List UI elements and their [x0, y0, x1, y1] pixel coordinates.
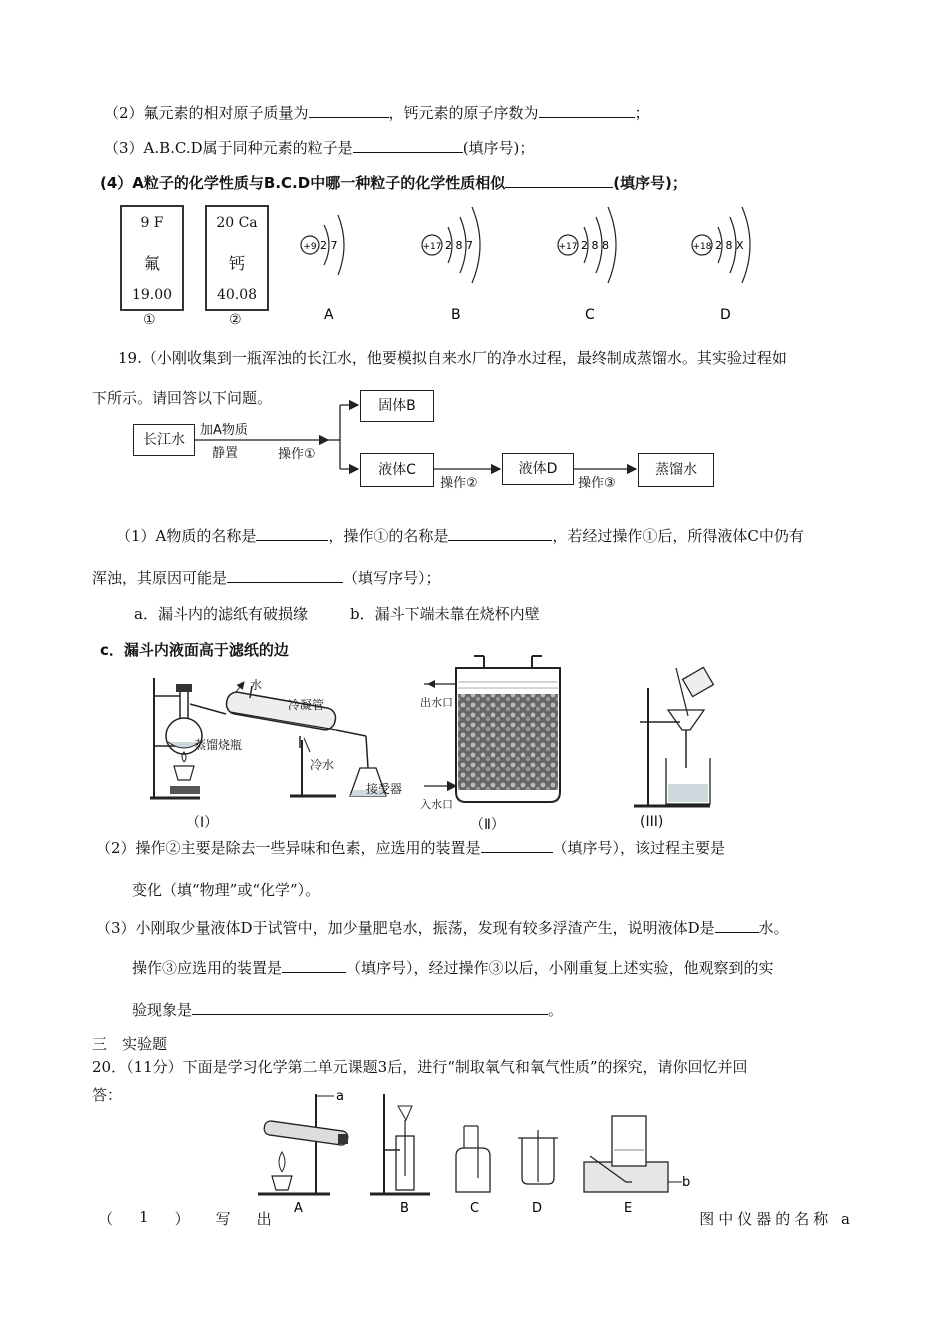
flow-node-solid-b: 固体B [360, 390, 434, 422]
q18-part2-end: ； [634, 104, 650, 122]
q19-part1 [116, 526, 804, 546]
shell-label: 2 8 8 [581, 239, 609, 252]
answer-blank[interactable] [353, 138, 463, 153]
q20-part1-left [98, 1208, 272, 1229]
answer-blank[interactable] [282, 958, 346, 973]
atom-label: A [324, 307, 334, 323]
shell-label: 2 8 7 [445, 239, 473, 252]
apparatus-label: B [400, 1201, 409, 1216]
flow-step1-label: 加A物质 [200, 423, 248, 438]
element-name: 氟 [143, 254, 160, 273]
flow-op3-label: 操作③ [578, 476, 616, 491]
apparatus-d [518, 1130, 558, 1216]
apparatus-3-label: (III) [640, 814, 664, 830]
q19-part2-text-b: （填序号），该过程主要是 [552, 839, 726, 857]
answer-blank[interactable] [256, 526, 328, 541]
q19-part3-end: 水。 [758, 919, 789, 937]
element-name: 钙 [228, 254, 245, 273]
element-mass: 19.00 [131, 287, 173, 303]
answer-blank[interactable] [448, 526, 552, 541]
apparatus-label: A [294, 1201, 303, 1216]
mark-b: b [682, 1175, 690, 1190]
q19-part1-text-c: ，若经过操作①后，所得液体C中仍有 [552, 527, 804, 545]
atom-b [422, 207, 480, 323]
q20-intro-cont: 答： [92, 1086, 123, 1104]
apparatus-label: C [470, 1201, 480, 1216]
mark-a: a [336, 1089, 344, 1104]
q19-part2 [96, 838, 725, 858]
q19-part1-text-e: （填写序号）； [343, 569, 441, 587]
q18-part2-text-b: ，钙元素的原子序数为 [388, 104, 539, 122]
label-water-outlet: 出水口 [420, 696, 453, 709]
q20-part1-token: （ [98, 1210, 114, 1228]
atom-structure-diagrams [290, 195, 760, 325]
q18-part3-end: (填序号)； [462, 139, 535, 157]
oxygen-apparatus-set [250, 1086, 690, 1216]
q19-part1-cont [92, 568, 441, 588]
option-b: b．漏斗下端未靠在烧杯内壁 [350, 605, 540, 623]
answer-blank[interactable] [505, 173, 613, 188]
apparatus-c [456, 1126, 490, 1216]
atom-c [558, 207, 616, 323]
flow-node-liquid-d: 液体D [502, 453, 574, 485]
q20-part1-token: 写 [215, 1210, 231, 1228]
atom-a [301, 215, 344, 323]
shell-label: 2 8 X [715, 239, 744, 252]
apparatus-a [258, 1094, 349, 1216]
q19-part2-text: （2）操作②主要是除去一些异味和色素，应选用的装置是 [96, 839, 481, 857]
q19-part3-end-f: 。 [548, 1001, 564, 1019]
q20-part1-token: 出 [256, 1210, 272, 1228]
flow-op2-label: 操作② [440, 476, 478, 491]
apparatus-1-label: （Ⅰ） [186, 815, 219, 831]
q18-part4-end: (填序号)； [613, 174, 687, 192]
option-a: a．漏斗内的滤纸有破损缘 [134, 605, 308, 623]
q20-part1-token: ） [174, 1210, 190, 1228]
q19-part1-text-b: ，操作①的名称是 [328, 527, 449, 545]
apparatus-label: E [624, 1201, 633, 1216]
q19-intro: 19.（小刚收集到一瓶浑浊的长江水，他要模拟自来水厂的净水过程，最终制成蒸馏水。其实验过程如 [118, 349, 787, 367]
label-flask: 蒸馏烧瓶 [194, 738, 243, 752]
section-heading: 三 实验题 [92, 1035, 168, 1053]
element-symbol: 20 Ca [216, 215, 258, 231]
option-c: c．漏斗内液面高于滤纸的边 [100, 641, 289, 659]
adsorption-column [420, 652, 570, 812]
answer-blank[interactable] [481, 838, 553, 853]
label-condenser: 冷凝管 [288, 698, 325, 712]
q19-part3-text-e: 验现象是 [132, 1001, 193, 1019]
q18-part3-text: （3）A.B.C.D属于同种元素的粒子是 [104, 139, 353, 157]
q19-part1-text-d: 浑浊，其原因可能是 [92, 569, 228, 587]
q19-part3-cont [132, 958, 774, 978]
shell-label: 2 7 [320, 239, 338, 252]
q19-part3 [96, 918, 789, 938]
atom-label: C [585, 307, 595, 323]
atom-label: D [720, 307, 731, 323]
card-label: ② [229, 312, 242, 328]
q18-part2-text: （2）氟元素的相对原子质量为 [104, 104, 309, 122]
answer-blank[interactable] [715, 918, 759, 933]
apparatus-b [370, 1094, 430, 1216]
label-water: 水 [250, 678, 263, 692]
q18-part2 [104, 103, 650, 123]
answer-blank[interactable] [309, 103, 389, 118]
element-card-fluorine [120, 205, 184, 311]
element-mass: 40.08 [216, 287, 258, 303]
label-receiver: 接受器 [366, 782, 403, 796]
q18-part3 [104, 138, 534, 158]
q19-part3-text: （3）小刚取少量液体D于试管中，加少量肥皂水，振荡，发现有较多浮渣产生，说明液体D是 [96, 919, 715, 937]
q19-intro-cont: 下所示。请回答以下问题。 [92, 389, 273, 407]
apparatus-label: D [532, 1201, 543, 1216]
nucleus-label: +18 [692, 242, 712, 252]
answer-blank[interactable] [539, 103, 635, 118]
nucleus-label: +17 [422, 242, 442, 252]
flow-node-end: 蒸馏水 [638, 453, 714, 487]
q18-part4 [100, 173, 687, 193]
flow-op1-label: 操作① [278, 447, 316, 462]
flow-node-start: 长江水 [133, 424, 195, 456]
label-water-inlet: 入水口 [420, 798, 453, 811]
q19-part3-text-d: （填序号），经过操作③以后，小刚重复上述实验，他观察到的实 [346, 959, 774, 977]
q18-part4-text: (4）A粒子的化学性质与B.C.D中哪一种粒子的化学性质相似 [100, 174, 506, 192]
element-symbol: 9 F [140, 215, 164, 231]
element-card-calcium [205, 205, 269, 311]
q19-part3-cont2 [132, 1000, 563, 1020]
q20-part1-token: 1 [139, 1208, 149, 1226]
flow-step1-sub: 静置 [212, 446, 239, 461]
label-cold-water: 冷水 [310, 758, 335, 772]
answer-blank[interactable] [227, 568, 343, 583]
card-label: ① [143, 312, 156, 328]
atom-d [692, 207, 750, 323]
answer-blank[interactable] [192, 1000, 548, 1015]
q19-part3-text-c: 操作③应选用的装置是 [132, 959, 283, 977]
q19-part2-cont: 变化（填“物理”或“化学”）。 [132, 881, 321, 899]
q20-intro: 20．（11分）下面是学习化学第二单元课题3后，进行“制取氧气和氧气性质”的探究，请你回忆并回 [92, 1058, 748, 1076]
flow-node-liquid-c: 液体C [360, 453, 434, 487]
apparatus-2-label: （Ⅱ） [470, 817, 505, 833]
nucleus-label: +17 [558, 242, 578, 252]
filtration-apparatus [630, 658, 730, 814]
nucleus-label: +9 [303, 242, 317, 252]
q20-part1-right: 图中仪器的名称 a [699, 1210, 854, 1228]
q19-part1-text: （1）A物质的名称是 [116, 527, 257, 545]
atom-label: B [451, 307, 461, 323]
apparatus-e [584, 1116, 682, 1216]
q20-part1 [98, 1208, 854, 1229]
